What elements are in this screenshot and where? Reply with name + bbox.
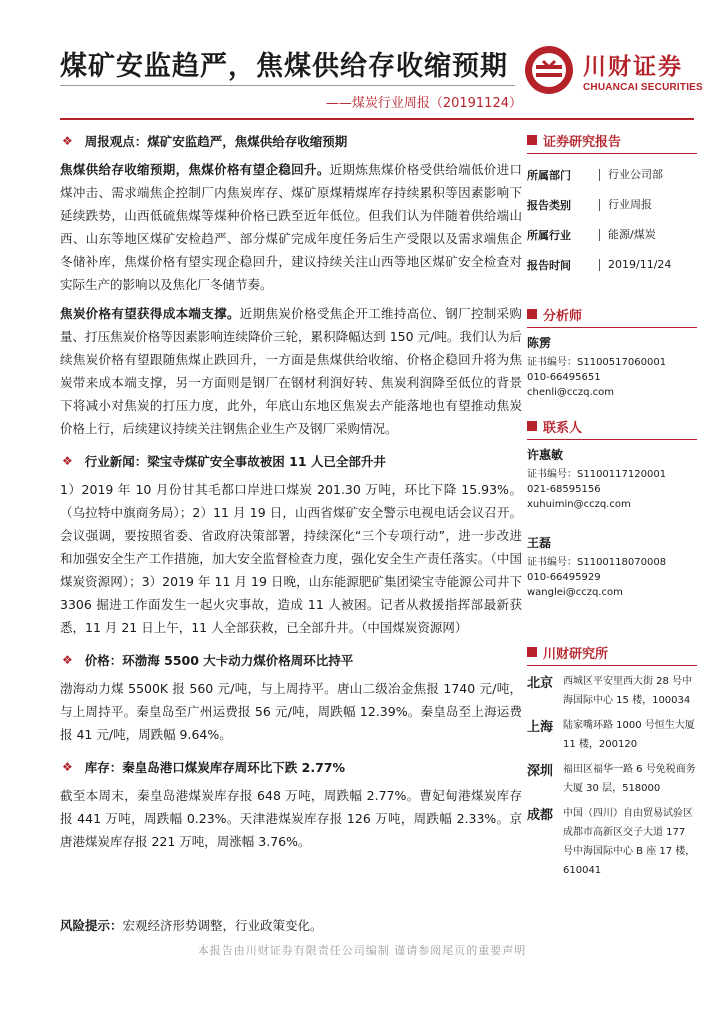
info-label: 所属部门 [527,169,571,182]
company-logo [523,44,703,96]
paragraph-body: 近期焦炭价格受焦企开工维持高位、钢厂控制采购量、打压焦炭价格等因素影响连续降价三轮，累积降幅达到 150 元/吨。我们认为后续焦炭价格有望跟随焦煤止跌回升，一方面是焦煤供给收缩、价格企稳回升将为焦炭带来成本端支撑，另一方面则是钢厂在钢材利润好转、焦炭利润降至低位的背景下将减小对焦炭的打压力度，此外，年底山东地区焦炭去产能落地也有望推动焦炭价格上行，后续建议持续关注钢焦企业生产及钢厂采购情况。 [60,306,522,436]
info-value: 2019/11/24 [599,259,671,271]
sidebar-heading-text: 川财研究所 [543,646,609,662]
square-bullet-icon [527,421,537,431]
contact-card [527,534,697,600]
sidebar-heading [527,130,697,150]
risk-label: 风险提示： [60,918,123,933]
office-city: 上海 [527,720,554,735]
office-entry [527,716,697,754]
sidebar-heading [527,642,697,662]
logo-chinese-name: 川财证券 [583,54,683,80]
footer-disclaimer: 本报告由川财证券有限责任公司编制 谨请参阅尾页的重要声明 [197,944,527,957]
analyst-phone: 010-66495651 [527,372,601,383]
office-address: 福田区福华一路 6 号免税商务大厦 30 层，518000 [563,764,696,794]
report-title: 煤矿安监趋严，焦煤供给存收缩预期 [60,51,508,82]
section-heading [60,651,522,669]
paragraph-body: 渤海动力煤 5500K 报 560 元/吨，与上周持平。唐山二级冶金焦报 1740 元/吨，与上周持平。秦皇岛至广州运费报 56 元/吨，周跌幅 12.39%。秦皇岛至上海运费报 41 元/吨，周跌幅 9.64%。 [60,681,522,742]
info-value: 行业公司部 [599,169,663,181]
sidebar-heading [527,416,697,436]
contact-email[interactable]: wanglei@cczq.com [527,587,623,598]
office-entry [527,804,697,880]
paragraph-body: 近期炼焦煤价格受供给端低价进口煤冲击、需求端焦企控制厂内焦炭库存、煤矿原煤精煤库存持续累积等因素影响下延续跌势，山西低硫焦煤等煤种价格已跌至近年低位。但我们认为伴随着供给端山西、山东等地区煤矿安检趋严、部分煤矿完成年度任务后生产受限以及需求端焦企冬储补库，焦煤价格有望实现企稳回升，建议持续关注山西等地区煤矿安全检查对实际生产的影响以及焦化厂冬储节奏。 [60,162,522,292]
section-heading-text: 周报观点：煤矿安监趋严，焦煤供给存收缩预期 [84,134,348,149]
contact-phone: 010-66495929 [527,572,601,583]
info-row [527,190,697,220]
section-heading-text: 库存：秦皇岛港口煤炭库存周环比下跌 2.77% [84,760,345,775]
paragraph [60,677,522,746]
paragraph-lead: 焦煤供给存收缩预期，焦煤价格有望企稳回升。 [60,162,330,177]
paragraph-body: 1）2019 年 10 月份甘其毛都口岸进口煤炭 201.30 万吨，环比下降 15.93%。（乌拉特中旗商务局）；2）11 月 19 日，山西省煤矿安全警示电视电话会议召开。会议强调，要按照省委、省政府决策部署，持续深化“三个专项行动”，进一步改进和加强安全生产工作措施，加大安全监督检查力度，强化安全生产责任落实。（中国煤炭资源网）；3）2019 年 11 月 19 日晚，山东能源肥矿集团梁宝寺能源公司井下 3306 掘进工作面发生一起火灾事故，造成 11 人被困。记者从救援指挥部最新获悉，11 月 21 日上午，11 人全部获救，已全部升井。（中国煤炭资源网） [60,482,522,635]
sidebar-divider [527,327,697,328]
sidebar-heading-text: 分析师 [543,308,583,324]
logo-english-name: CHUANCAI SECURITIES [583,82,703,93]
square-bullet-icon [527,309,537,319]
section-heading-text: 行业新闻：梁宝寺煤矿安全事故被困 11 人已全部升井 [84,454,386,469]
paragraph [60,302,522,440]
paragraph [60,784,522,853]
office-city: 深圳 [527,764,554,779]
contact-name: 王磊 [527,536,552,550]
contact-name: 许惠敏 [527,448,564,462]
paragraph [60,158,522,296]
office-address: 陆家嘴环路 1000 号恒生大厦 11 楼，200120 [563,720,695,750]
sidebar-heading [527,304,697,324]
contact-email[interactable]: xuhuimin@cczq.com [527,499,631,510]
sidebar-heading-text: 联系人 [543,420,583,436]
info-value: 能源/煤炭 [599,229,656,241]
paragraph-lead: 焦炭价格有望获得成本端支撑。 [60,306,240,321]
sidebar-heading-text: 证券研究报告 [543,134,622,150]
sidebar-divider [527,665,697,666]
section-heading-text: 价格：环渤海 5500 大卡动力煤价格周环比持平 [84,653,354,668]
header-divider [60,85,515,86]
report-subtitle: ——煤炭行业周报（20191124） [325,96,522,111]
analyst-card [527,334,697,400]
contact-phone: 021-68595156 [527,484,601,495]
logo-mark-icon [523,44,575,96]
section-heading [60,758,522,776]
top-divider [60,118,694,120]
paragraph-body: 截至本周末，秦皇岛港煤炭库存报 648 万吨，周跌幅 2.77%。曹妃甸港煤炭库存报 441 万吨，周跌幅 0.23%。天津港煤炭库存报 126 万吨，周跌幅 2.33%。京唐港煤炭库存报 221 万吨，周涨幅 3.76%。 [60,788,522,849]
info-label: 所属行业 [527,229,571,242]
sidebar-divider [527,153,697,154]
contact-card [527,446,697,512]
diamond-bullet-icon: ❖ [62,454,73,468]
diamond-bullet-icon: ❖ [62,760,73,774]
office-city: 成都 [527,808,554,823]
office-city: 北京 [527,676,554,691]
info-label: 报告类别 [527,199,571,212]
office-address: 中国（四川）自由贸易试验区成都市高新区交子大道 177 号中海国际中心 B 座 17 楼，610041 [563,808,696,876]
paragraph [60,478,522,639]
risk-text: 宏观经济形势调整，行业政策变化。 [122,918,323,933]
sidebar-divider [527,439,697,440]
info-row [527,160,697,190]
info-row [527,220,697,250]
info-value: 行业周报 [599,199,652,211]
contact-cert: 证书编号：S1100118070008 [527,557,667,568]
info-row [527,250,697,280]
section-heading [60,452,522,470]
info-label: 报告时间 [527,259,571,272]
office-entry [527,672,697,710]
analyst-email[interactable]: chenli@cczq.com [527,387,615,398]
diamond-bullet-icon: ❖ [62,134,73,148]
analyst-name: 陈雳 [527,336,552,350]
square-bullet-icon [527,135,537,145]
office-address: 西城区平安里西大街 28 号中海国际中心 15 楼，100034 [563,676,693,706]
risk-warning [60,916,323,934]
main-content [60,132,522,859]
contact-cert: 证书编号：S1100117120001 [527,469,667,480]
sidebar [527,130,697,886]
analyst-cert: 证书编号：S1100517060001 [527,357,667,368]
square-bullet-icon [527,647,537,657]
diamond-bullet-icon: ❖ [62,653,73,667]
section-heading [60,132,522,150]
office-entry [527,760,697,798]
